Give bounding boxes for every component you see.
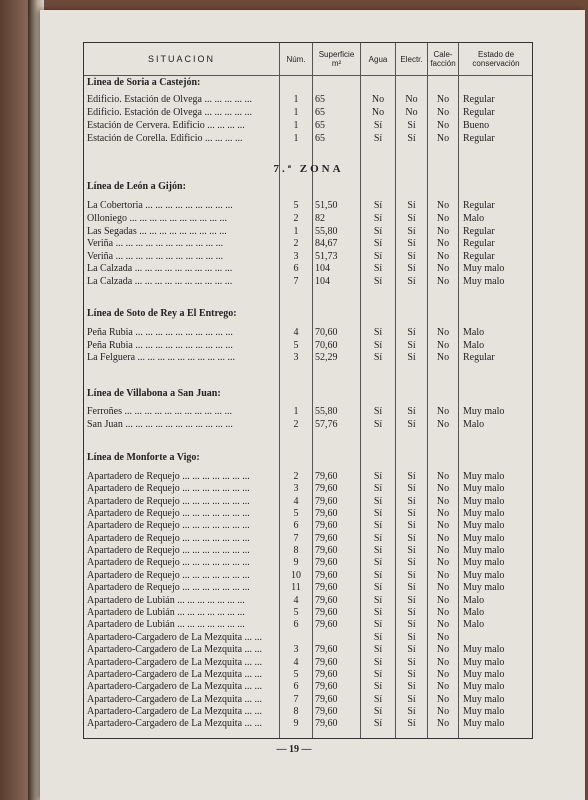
row-electr: No <box>405 94 418 105</box>
row-estado: Muy malo <box>463 471 505 482</box>
row-agua: Sí <box>373 352 383 363</box>
row-situacion: Apartadero de Requejo ... ... ... ... ... ... ... <box>87 557 250 568</box>
row-num: 1 <box>293 107 299 118</box>
row-num: 2 <box>293 471 299 482</box>
row-calefaccion: No <box>436 340 450 351</box>
row-calefaccion: No <box>436 213 450 224</box>
row-situacion: Apartadero de Requejo ... ... ... ... ... ... ... <box>87 508 250 519</box>
row-electr: Sí <box>407 327 416 338</box>
row-situacion: Apartadero de Requejo ... ... ... ... ... ... ... <box>87 483 250 494</box>
row-electr: Sí <box>407 545 416 556</box>
row-situacion: Apartadero-Cargadero de La Mezquita ... ... <box>87 669 263 680</box>
row-agua: Sí <box>373 694 383 705</box>
row-calefaccion: No <box>436 107 450 118</box>
row-situacion: Apartadero-Cargadero de La Mezquita ... ... <box>87 644 263 655</box>
row-num: 4 <box>293 496 299 507</box>
header-divider <box>84 75 532 76</box>
row-situacion: Apartadero de Requejo ... ... ... ... ... ... ... <box>87 533 250 544</box>
header-num: Núm. <box>286 54 306 64</box>
row-estado: Malo <box>463 340 485 351</box>
page-number: — 19 — <box>276 744 312 755</box>
row-calefaccion: No <box>436 419 450 430</box>
row-calefaccion: No <box>436 120 450 131</box>
row-situacion: Peña Rubia ... ... ... ... ... ... ... ... ... ... <box>87 327 233 338</box>
row-num: 7 <box>293 694 299 705</box>
row-agua: Sí <box>373 508 383 519</box>
inventory-table <box>83 42 533 739</box>
row-superficie: 65 <box>315 107 325 118</box>
row-estado: Regular <box>463 352 495 363</box>
row-num: 5 <box>293 607 299 618</box>
header-calefaccion: Cale- facción <box>430 50 456 68</box>
row-superficie: 79,60 <box>315 718 338 729</box>
row-num: 3 <box>293 251 299 262</box>
row-situacion: Apartadero de Requejo ... ... ... ... ... ... ... <box>87 496 250 507</box>
row-agua: Sí <box>373 340 383 351</box>
row-estado: Muy malo <box>463 496 505 507</box>
row-superficie: 104 <box>315 276 330 287</box>
row-situacion: Edificio. Estación de Olvega ... ... ... ... ... <box>87 94 252 105</box>
row-superficie: 79,60 <box>315 483 338 494</box>
section-heading: Línea de Soto de Rey a El Entrego: <box>87 308 237 319</box>
row-situacion: Apartadero-Cargadero de La Mezquita ... ... <box>87 681 263 692</box>
row-electr: Sí <box>407 200 416 211</box>
row-num: 6 <box>293 619 299 630</box>
row-calefaccion: No <box>436 557 450 568</box>
row-calefaccion: No <box>436 657 450 668</box>
row-superficie: 79,60 <box>315 681 338 692</box>
row-situacion: Apartadero-Cargadero de La Mezquita ... ... <box>87 718 263 729</box>
row-agua: Sí <box>373 718 383 729</box>
header-estado: Estado de conservación <box>472 50 520 68</box>
row-superficie: 79,60 <box>315 619 338 630</box>
row-num: 10 <box>291 570 301 581</box>
row-situacion: Apartadero-Cargadero de La Mezquita ... ... <box>87 632 263 643</box>
row-estado: Muy malo <box>463 276 505 287</box>
row-superficie: 79,60 <box>315 595 338 606</box>
row-electr: Sí <box>407 496 416 507</box>
header-situacion: SITUACION <box>147 53 215 64</box>
row-estado: Malo <box>463 327 485 338</box>
row-num: 1 <box>293 406 299 417</box>
row-electr: Sí <box>407 352 416 363</box>
row-situacion: La Calzada ... ... ... ... ... ... ... ... ... ... <box>87 263 233 274</box>
row-agua: Sí <box>373 120 383 131</box>
row-agua: Sí <box>373 483 383 494</box>
row-calefaccion: No <box>436 276 450 287</box>
row-electr: Sí <box>407 694 416 705</box>
row-estado: Muy malo <box>463 694 505 705</box>
row-estado: Muy malo <box>463 706 505 717</box>
row-electr: Sí <box>407 133 416 144</box>
row-electr: Sí <box>407 263 416 274</box>
row-estado: Muy malo <box>463 533 505 544</box>
row-num: 1 <box>293 94 299 105</box>
row-agua: Sí <box>373 251 383 262</box>
row-agua: No <box>371 107 385 118</box>
row-agua: Sí <box>373 669 383 680</box>
row-situacion: Apartadero-Cargadero de La Mezquita ... ... <box>87 706 263 717</box>
row-agua: Sí <box>373 545 383 556</box>
row-electr: Sí <box>407 251 416 262</box>
row-superficie: 65 <box>315 120 325 131</box>
facing-page-edge <box>0 0 30 800</box>
row-agua: Sí <box>373 226 383 237</box>
row-electr: Sí <box>407 533 416 544</box>
row-superficie: 55,80 <box>315 226 338 237</box>
row-electr: Sí <box>407 557 416 568</box>
row-estado: Muy malo <box>463 718 505 729</box>
row-electr: Sí <box>407 340 416 351</box>
row-num: 5 <box>293 508 299 519</box>
row-calefaccion: No <box>436 226 450 237</box>
col-divider <box>279 43 280 738</box>
row-estado: Bueno <box>463 120 490 131</box>
row-num: 8 <box>293 706 299 717</box>
row-estado: Muy malo <box>463 582 505 593</box>
row-situacion: Apartadero de Lubián ... ... ... ... ... ... ... <box>87 607 245 618</box>
row-calefaccion: No <box>436 133 450 144</box>
row-calefaccion: No <box>436 533 450 544</box>
row-num: 5 <box>293 200 299 211</box>
row-agua: No <box>371 94 385 105</box>
row-calefaccion: No <box>436 483 450 494</box>
row-superficie: 82 <box>315 213 325 224</box>
row-situacion: La Cobertoria ... ... ... ... ... ... ... ... ... <box>87 200 233 211</box>
row-situacion: Apartadero de Requejo ... ... ... ... ... ... ... <box>87 570 250 581</box>
row-calefaccion: No <box>436 632 450 643</box>
row-num: 5 <box>293 340 299 351</box>
row-electr: Sí <box>407 483 416 494</box>
row-situacion: San Juan ... ... ... ... ... ... ... ... ... ... ... <box>87 419 233 430</box>
row-calefaccion: No <box>436 406 450 417</box>
row-num: 2 <box>293 419 299 430</box>
row-situacion: Apartadero de Requejo ... ... ... ... ... ... ... <box>87 582 250 593</box>
row-estado: Regular <box>463 200 495 211</box>
row-num: 2 <box>293 213 299 224</box>
row-situacion: Edificio. Estación de Olvega ... ... ... ... ... <box>87 107 252 118</box>
row-superficie: 79,60 <box>315 607 338 618</box>
row-superficie: 79,60 <box>315 706 338 717</box>
header-agua: Agua <box>368 54 388 64</box>
row-num: 1 <box>293 120 299 131</box>
row-superficie: 79,60 <box>315 471 338 482</box>
row-calefaccion: No <box>436 619 450 630</box>
row-agua: Sí <box>373 327 383 338</box>
row-agua: Sí <box>373 706 383 717</box>
row-estado: Regular <box>463 226 495 237</box>
row-num: 8 <box>293 545 299 556</box>
row-situacion: Estación de Corella. Edificio ... ... ... ... <box>87 133 243 144</box>
col-divider <box>458 43 459 738</box>
row-electr: Sí <box>407 718 416 729</box>
row-superficie: 79,60 <box>315 520 338 531</box>
row-calefaccion: No <box>436 94 450 105</box>
row-agua: Sí <box>373 595 383 606</box>
row-electr: Sí <box>407 520 416 531</box>
row-calefaccion: No <box>436 496 450 507</box>
row-estado: Malo <box>463 419 485 430</box>
row-electr: Sí <box>407 681 416 692</box>
row-num: 1 <box>293 133 299 144</box>
row-electr: Sí <box>407 706 416 717</box>
row-superficie: 104 <box>315 263 330 274</box>
row-calefaccion: No <box>436 200 450 211</box>
row-agua: Sí <box>373 200 383 211</box>
row-num: 1 <box>293 226 299 237</box>
row-agua: Sí <box>373 276 383 287</box>
row-superficie: 79,60 <box>315 557 338 568</box>
row-superficie: 70,60 <box>315 340 338 351</box>
row-estado: Muy malo <box>463 263 505 274</box>
row-num: 11 <box>291 582 301 593</box>
header-superficie: Superficie m² <box>318 50 355 68</box>
row-calefaccion: No <box>436 669 450 680</box>
row-calefaccion: No <box>436 607 450 618</box>
row-estado: Regular <box>463 133 495 144</box>
row-estado: Muy malo <box>463 681 505 692</box>
row-agua: Sí <box>373 133 383 144</box>
row-num: 5 <box>293 669 299 680</box>
row-calefaccion: No <box>436 263 450 274</box>
row-superficie: 79,60 <box>315 644 338 655</box>
row-superficie: 55,80 <box>315 406 338 417</box>
row-calefaccion: No <box>436 570 450 581</box>
row-superficie: 70,60 <box>315 327 338 338</box>
row-estado: Muy malo <box>463 508 505 519</box>
row-num: 3 <box>293 644 299 655</box>
row-agua: Sí <box>373 520 383 531</box>
row-estado: Muy malo <box>463 545 505 556</box>
row-situacion: Veriña ... ... ... ... ... ... ... ... ... ... ... <box>87 251 224 262</box>
row-electr: Sí <box>407 120 416 131</box>
row-superficie: 79,60 <box>315 545 338 556</box>
row-agua: Sí <box>373 557 383 568</box>
row-calefaccion: No <box>436 718 450 729</box>
row-agua: Sí <box>373 619 383 630</box>
row-agua: Sí <box>373 238 383 249</box>
row-num: 7 <box>293 533 299 544</box>
row-electr: Sí <box>407 644 416 655</box>
row-superficie: 84,67 <box>315 238 338 249</box>
row-num: 3 <box>293 352 299 363</box>
col-divider <box>312 43 313 738</box>
row-estado: Malo <box>463 213 485 224</box>
row-superficie: 65 <box>315 133 325 144</box>
row-situacion: Apartadero de Requejo ... ... ... ... ... ... ... <box>87 545 250 556</box>
row-superficie: 51,73 <box>315 251 338 262</box>
row-situacion: Apartadero de Lubián ... ... ... ... ... ... ... <box>87 595 245 606</box>
section-heading: Línea de León a Gijón: <box>87 181 186 192</box>
row-electr: Sí <box>407 276 416 287</box>
section-heading: Línea de Villabona a San Juan: <box>87 388 221 399</box>
row-estado: Regular <box>463 94 495 105</box>
row-agua: Sí <box>373 607 383 618</box>
row-calefaccion: No <box>436 694 450 705</box>
row-superficie: 79,60 <box>315 533 338 544</box>
row-superficie: 65 <box>315 94 325 105</box>
row-electr: Sí <box>407 669 416 680</box>
row-electr: No <box>405 107 418 118</box>
row-calefaccion: No <box>436 352 450 363</box>
row-calefaccion: No <box>436 520 450 531</box>
row-agua: Sí <box>373 471 383 482</box>
row-calefaccion: No <box>436 327 450 338</box>
row-situacion: Apartadero de Requejo ... ... ... ... ... ... ... <box>87 471 250 482</box>
row-calefaccion: No <box>436 681 450 692</box>
row-superficie: 79,60 <box>315 694 338 705</box>
row-estado: Malo <box>463 619 485 630</box>
row-superficie: 79,60 <box>315 496 338 507</box>
row-electr: Sí <box>407 619 416 630</box>
row-electr: Sí <box>407 657 416 668</box>
row-estado: Muy malo <box>463 520 505 531</box>
row-superficie: 51,50 <box>315 200 338 211</box>
row-num: 4 <box>293 327 299 338</box>
row-estado: Muy malo <box>463 570 505 581</box>
row-estado: Regular <box>463 107 495 118</box>
row-situacion: La Calzada ... ... ... ... ... ... ... ... ... ... <box>87 276 233 287</box>
section-heading: Linea de Soria a Castejón: <box>87 77 201 88</box>
row-superficie: 57,76 <box>315 419 338 430</box>
row-num: 4 <box>293 595 299 606</box>
row-estado: Muy malo <box>463 557 505 568</box>
row-electr: Sí <box>407 406 416 417</box>
row-superficie: 79,60 <box>315 669 338 680</box>
row-situacion: Estación de Cervera. Edificio ... ... ... ... <box>87 120 245 131</box>
row-superficie: 79,60 <box>315 582 338 593</box>
row-superficie: 79,60 <box>315 570 338 581</box>
row-num: 4 <box>293 657 299 668</box>
row-num: 6 <box>293 681 299 692</box>
row-estado: Muy malo <box>463 406 505 417</box>
row-agua: Sí <box>373 681 383 692</box>
row-electr: Sí <box>407 582 416 593</box>
row-superficie: 79,60 <box>315 657 338 668</box>
row-situacion: Las Segadas ... ... ... ... ... ... ... ... ... <box>87 226 227 237</box>
row-electr: Sí <box>407 471 416 482</box>
row-estado: Muy malo <box>463 644 505 655</box>
row-agua: Sí <box>373 632 383 643</box>
row-estado: Regular <box>463 238 495 249</box>
row-superficie: 79,60 <box>315 508 338 519</box>
row-agua: Sí <box>373 263 383 274</box>
row-estado: Malo <box>463 607 485 618</box>
row-num: 9 <box>293 557 299 568</box>
row-electr: Sí <box>407 508 416 519</box>
row-electr: Sí <box>407 570 416 581</box>
row-agua: Sí <box>373 657 383 668</box>
row-calefaccion: No <box>436 251 450 262</box>
zone-heading: 7.ª ZONA <box>273 163 344 175</box>
row-electr: Sí <box>407 595 416 606</box>
row-situacion: Olloniego ... ... ... ... ... ... ... ... ... ... <box>87 213 227 224</box>
row-calefaccion: No <box>436 545 450 556</box>
row-estado: Malo <box>463 595 485 606</box>
row-num: 9 <box>293 718 299 729</box>
row-electr: Sí <box>407 607 416 618</box>
row-num: 2 <box>293 238 299 249</box>
row-calefaccion: No <box>436 595 450 606</box>
row-calefaccion: No <box>436 644 450 655</box>
row-calefaccion: No <box>436 238 450 249</box>
row-calefaccion: No <box>436 508 450 519</box>
row-superficie: 52,29 <box>315 352 338 363</box>
row-situacion: La Felguera ... ... ... ... ... ... ... ... ... ... <box>87 352 236 363</box>
row-calefaccion: No <box>436 582 450 593</box>
row-agua: Sí <box>373 496 383 507</box>
header-electr: Electr. <box>400 54 423 64</box>
row-num: 3 <box>293 483 299 494</box>
row-calefaccion: No <box>436 706 450 717</box>
row-agua: Sí <box>373 406 383 417</box>
row-estado: Muy malo <box>463 669 505 680</box>
row-electr: Sí <box>407 213 416 224</box>
row-electr: Sí <box>407 632 416 643</box>
row-agua: Sí <box>373 644 383 655</box>
row-situacion: Apartadero de Requejo ... ... ... ... ... ... ... <box>87 520 250 531</box>
row-situacion: Ferroñes ... ... ... ... ... ... ... ... ... ... ... <box>87 406 232 417</box>
row-situacion: Apartadero-Cargadero de La Mezquita ... ... <box>87 657 263 668</box>
row-situacion: Apartadero de Lubián ... ... ... ... ... ... ... <box>87 619 245 630</box>
row-num: 6 <box>293 263 299 274</box>
section-heading: Línea de Monforte a Vigo: <box>87 452 200 463</box>
row-situacion: Peña Rubia ... ... ... ... ... ... ... ... ... ... <box>87 340 233 351</box>
row-agua: Sí <box>373 213 383 224</box>
row-agua: Sí <box>373 582 383 593</box>
row-agua: Sí <box>373 570 383 581</box>
row-agua: Sí <box>373 419 383 430</box>
row-situacion: Veriña ... ... ... ... ... ... ... ... ... ... ... <box>87 238 224 249</box>
row-estado: Regular <box>463 251 495 262</box>
row-estado: Muy malo <box>463 657 505 668</box>
row-estado: Muy malo <box>463 483 505 494</box>
row-agua: Sí <box>373 533 383 544</box>
row-num: 6 <box>293 520 299 531</box>
row-electr: Sí <box>407 226 416 237</box>
row-situacion: Apartadero-Cargadero de La Mezquita ... ... <box>87 694 263 705</box>
row-calefaccion: No <box>436 471 450 482</box>
row-electr: Sí <box>407 238 416 249</box>
row-electr: Sí <box>407 419 416 430</box>
row-num: 7 <box>293 276 299 287</box>
